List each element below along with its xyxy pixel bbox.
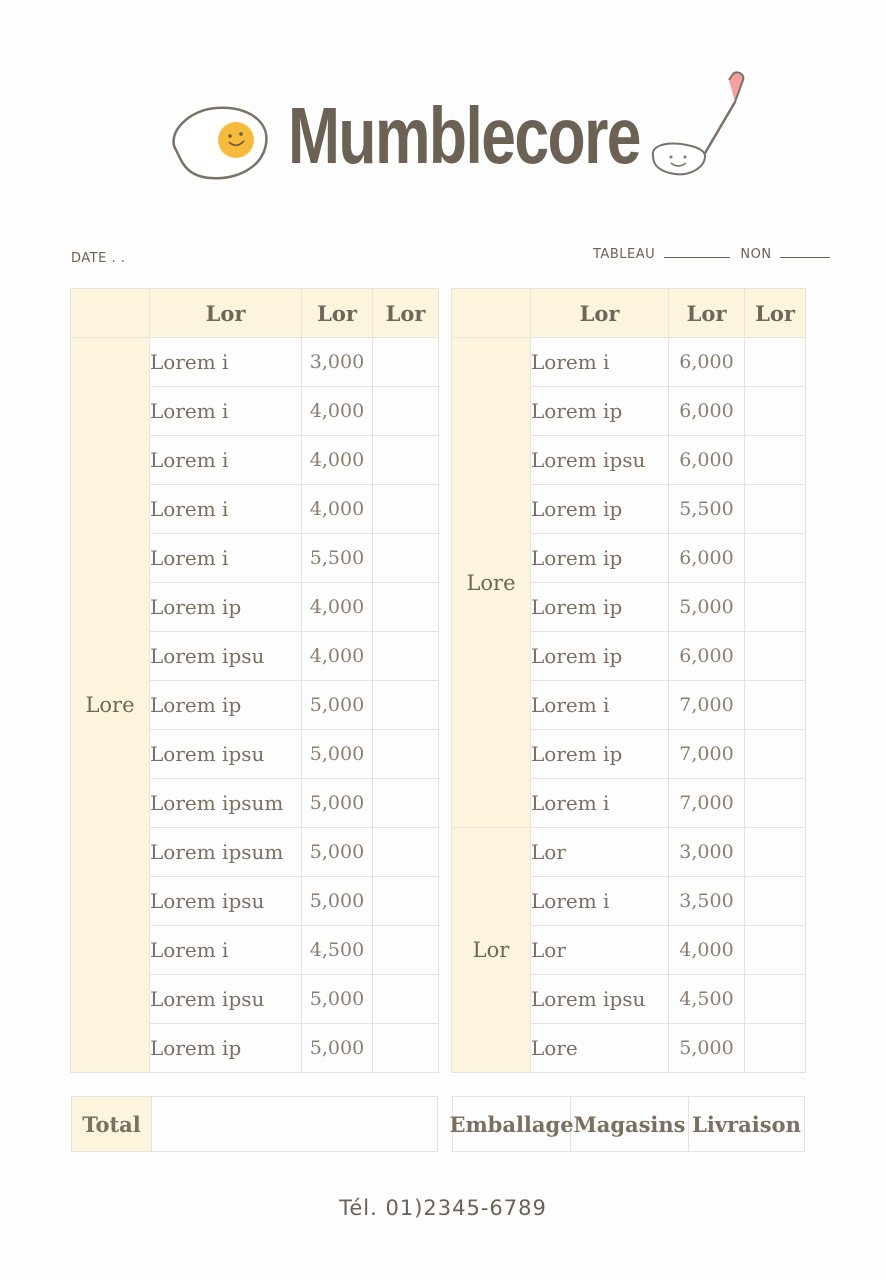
item-name: Lorem i [150,387,302,436]
item-price: 6,000 [669,436,745,485]
item-price: 4,000 [302,583,373,632]
empty-cell[interactable] [373,387,439,436]
item-name: Lorem i [531,681,669,730]
header-cell: Lor [302,289,373,338]
item-name: Lore [531,1024,669,1073]
header-cell: Lor [150,289,302,338]
brand-title: Mumblecore [288,91,640,180]
item-name: Lorem ip [531,387,669,436]
total-box [71,1096,438,1152]
empty-cell[interactable] [745,828,806,877]
fried-egg-icon [166,102,270,182]
item-name: Lorem ipsum [150,779,302,828]
header [160,62,760,192]
item-name: Lorem ipsu [150,730,302,779]
header-cell [71,289,150,338]
item-name: Lorem ipsu [531,975,669,1024]
tableau-field [593,247,830,262]
empty-cell[interactable] [745,926,806,975]
item-name: Lorem ip [150,1024,302,1073]
item-name: Lor [531,926,669,975]
empty-cell[interactable] [745,975,806,1024]
total-label: Total [72,1097,152,1151]
empty-cell[interactable] [745,387,806,436]
item-price: 3,000 [302,338,373,387]
item-name: Lorem ip [531,632,669,681]
total-value-field[interactable] [152,1097,437,1151]
item-name: Lorem i [150,485,302,534]
empty-cell[interactable] [373,632,439,681]
item-price: 5,000 [302,1024,373,1073]
left-price-table [70,288,439,1073]
item-name: Lorem i [150,926,302,975]
empty-cell[interactable] [745,730,806,779]
group-label: Lore [452,338,531,828]
item-price: 5,000 [302,779,373,828]
item-name: Lorem i [531,338,669,387]
item-price: 5,500 [302,534,373,583]
table-row [452,828,806,877]
header-cell: Lor [531,289,669,338]
group-label: Lore [71,338,150,1073]
item-price: 7,000 [669,730,745,779]
table-row [71,338,439,387]
table-row [452,338,806,387]
phone-number: Tél. 01)2345-6789 [339,1196,547,1220]
group-label: Lor [452,828,531,1073]
header-cell: Lor [669,289,745,338]
non-label: NON [740,247,772,262]
item-price: 4,500 [669,975,745,1024]
item-name: Lorem ip [531,583,669,632]
item-price: 6,000 [669,632,745,681]
table-header-row [452,289,806,338]
header-cell [452,289,531,338]
item-price: 5,000 [669,583,745,632]
item-price: 5,000 [302,730,373,779]
item-price: 5,000 [302,975,373,1024]
item-name: Lorem ipsu [150,632,302,681]
empty-cell[interactable] [373,583,439,632]
empty-cell[interactable] [373,485,439,534]
empty-cell[interactable] [373,730,439,779]
item-price: 4,000 [302,485,373,534]
item-price: 4,000 [669,926,745,975]
header-cell: Lor [373,289,439,338]
non-input[interactable] [780,247,830,258]
item-name: Lorem ipsu [150,877,302,926]
item-price: 7,000 [669,779,745,828]
item-price: 7,000 [669,681,745,730]
item-name: Lorem i [150,338,302,387]
item-name: Lorem i [531,779,669,828]
empty-cell[interactable] [373,1024,439,1073]
item-name: Lorem i [150,534,302,583]
item-name: Lorem ip [531,534,669,583]
item-price: 4,000 [302,387,373,436]
item-name: Lorem ip [150,681,302,730]
item-price: 5,000 [302,681,373,730]
empty-cell[interactable] [745,681,806,730]
item-name: Lorem ip [150,583,302,632]
item-price: 4,000 [302,436,373,485]
item-price: 4,000 [302,632,373,681]
item-price: 5,000 [669,1024,745,1073]
item-price: 3,000 [669,828,745,877]
empty-cell[interactable] [373,828,439,877]
item-name: Lorem ipsum [150,828,302,877]
empty-cell[interactable] [373,877,439,926]
option-magasins[interactable]: Magasins [571,1097,689,1151]
empty-cell[interactable] [745,877,806,926]
empty-cell[interactable] [373,681,439,730]
empty-cell[interactable] [745,436,806,485]
item-name: Lor [531,828,669,877]
right-price-table [451,288,806,1073]
item-name: Lorem ipsu [531,436,669,485]
item-name: Lorem i [150,436,302,485]
empty-cell[interactable] [745,1024,806,1073]
empty-cell[interactable] [745,779,806,828]
table-header-row [71,289,439,338]
empty-cell[interactable] [745,632,806,681]
service-options-box [449,1096,805,1152]
empty-cell[interactable] [373,975,439,1024]
tableau-label: TABLEAU [593,247,656,262]
item-name: Lorem ip [531,730,669,779]
empty-cell[interactable] [373,926,439,975]
empty-cell[interactable] [373,534,439,583]
header-cell: Lor [745,289,806,338]
empty-cell[interactable] [745,534,806,583]
empty-cell[interactable] [745,485,806,534]
item-price: 3,500 [669,877,745,926]
date-label: DATE . . [71,251,126,266]
empty-cell[interactable] [745,338,806,387]
empty-cell[interactable] [373,779,439,828]
item-price: 4,500 [302,926,373,975]
ladle-icon [645,68,755,183]
item-price: 6,000 [669,338,745,387]
empty-cell[interactable] [373,338,439,387]
item-price: 5,000 [302,877,373,926]
item-name: Lorem i [531,877,669,926]
tableau-input[interactable] [664,247,730,258]
option-livraison[interactable]: Livraison [692,1111,801,1137]
item-price: 6,000 [669,534,745,583]
empty-cell[interactable] [373,436,439,485]
empty-cell[interactable] [745,583,806,632]
item-name: Lorem ip [531,485,669,534]
item-price: 6,000 [669,387,745,436]
item-price: 5,500 [669,485,745,534]
option-emballage[interactable]: Emballage [453,1097,571,1151]
item-price: 5,000 [302,828,373,877]
item-name: Lorem ipsu [150,975,302,1024]
